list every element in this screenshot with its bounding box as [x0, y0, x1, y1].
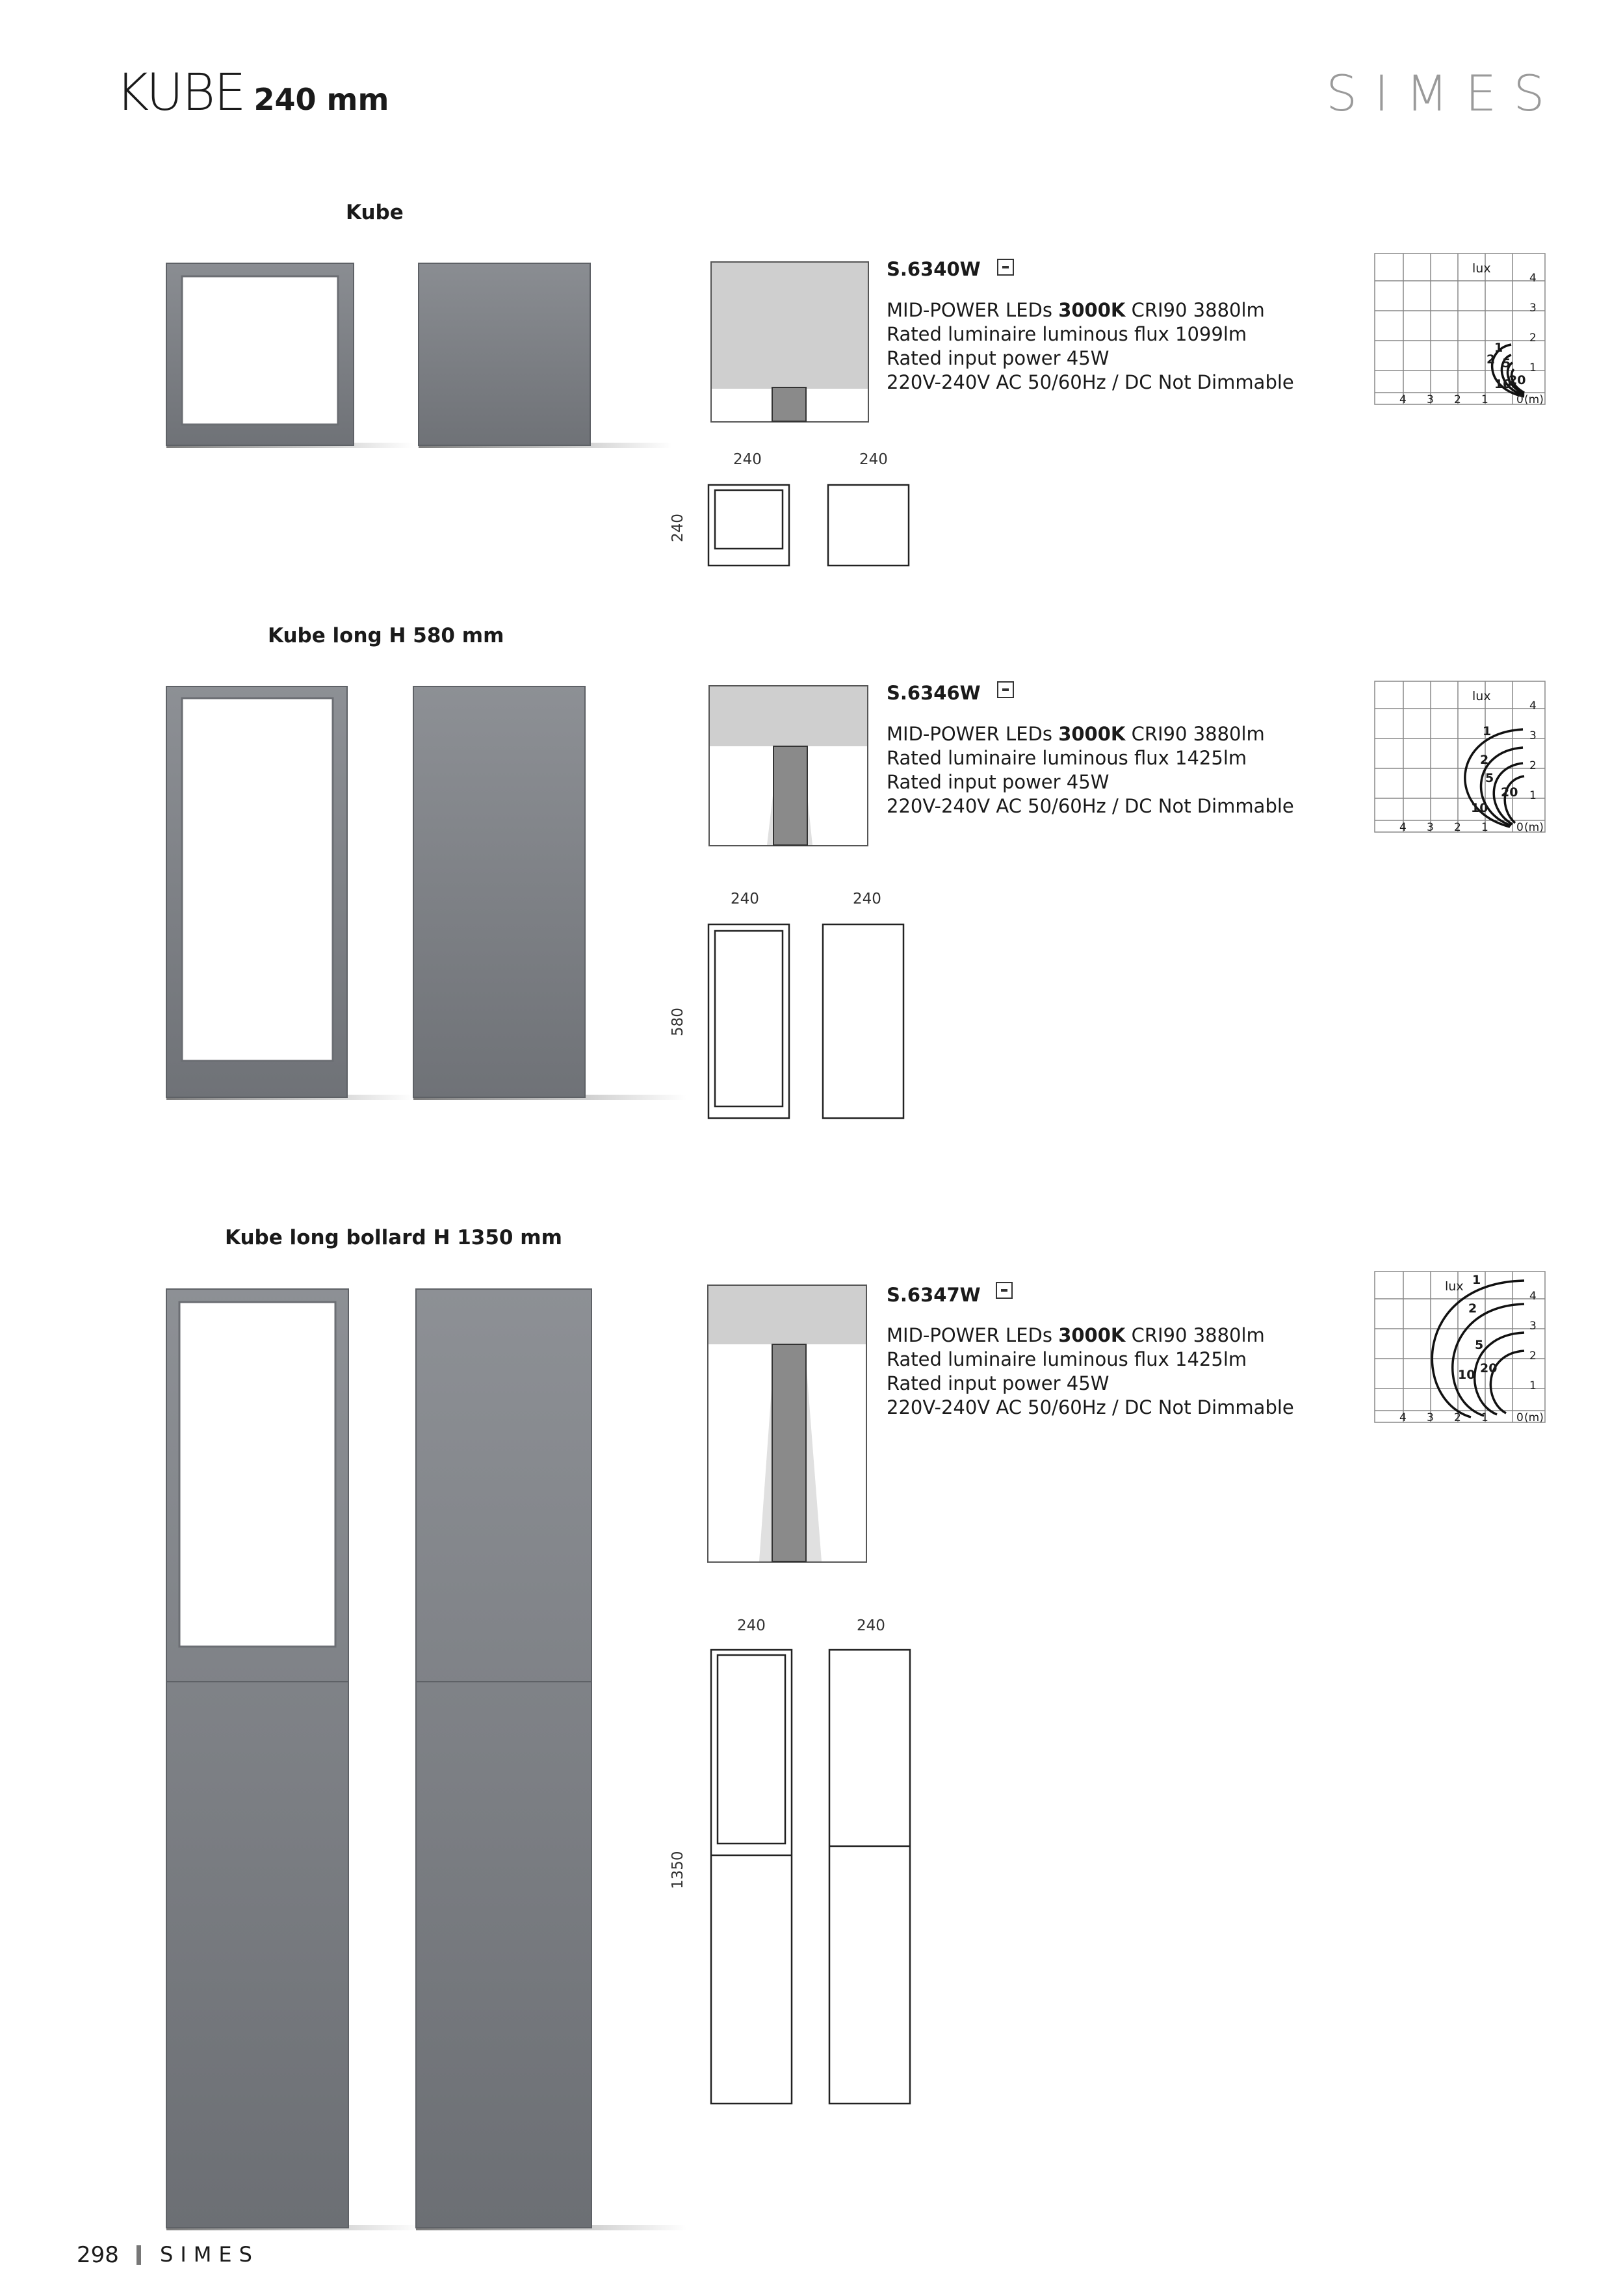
page-title: [116, 64, 389, 122]
contour-label: 2: [1480, 753, 1489, 767]
dim-depth: 240: [857, 1617, 885, 1634]
chart-unit: lux: [1472, 689, 1491, 703]
footer-brand: SIMES: [160, 2242, 259, 2267]
product-photo-kube-long: [156, 681, 689, 1110]
contour-label: 2: [1468, 1301, 1477, 1316]
dim-height: 240: [669, 514, 686, 542]
x-tick: 3: [1427, 393, 1434, 406]
contour-label: 1: [1472, 1273, 1481, 1287]
dimension-drawing-3: [708, 1647, 914, 2106]
page-number: 298: [77, 2242, 119, 2268]
x-tick: 3: [1427, 821, 1434, 834]
product-code-1: S.6340W: [887, 258, 981, 280]
light-distribution-diagram-3: [707, 1285, 867, 1563]
spec-line: Rated input power 45W: [887, 347, 1110, 369]
product-code-2: S.6346W: [887, 682, 981, 704]
y-tick: 2: [1529, 1350, 1537, 1363]
spec-line: 220V-240V AC 50/60Hz / DC Not Dimmable: [887, 795, 1294, 817]
title-main-text: KUBE: [116, 64, 245, 122]
wall-mount-icon: [997, 259, 1014, 276]
spec-line: Rated luminaire luminous flux 1425lm: [887, 1348, 1247, 1370]
contour-label: 10: [1458, 1368, 1475, 1382]
section-title-kube: Kube: [346, 201, 404, 224]
x-tick: 2: [1454, 393, 1461, 406]
contour-label: 1: [1483, 724, 1492, 738]
dimension-drawing-1: [706, 482, 914, 568]
dimension-drawing-2: [706, 922, 907, 1121]
x-tick: 0: [1516, 1411, 1524, 1424]
spec-line: Rated luminaire luminous flux 1099lm: [887, 323, 1247, 345]
y-tick: 3: [1529, 1320, 1537, 1333]
dim-width: 240: [737, 1617, 766, 1634]
x-tick: 1: [1481, 393, 1488, 406]
page-subtitle: 240 mm: [253, 82, 389, 117]
spec-line: Rated input power 45W: [887, 771, 1110, 793]
contour-label: 5: [1502, 356, 1511, 371]
y-tick: 2: [1529, 759, 1537, 772]
x-unit: (m): [1524, 821, 1544, 834]
wall-mount-icon: [997, 681, 1014, 698]
dim-width: 240: [733, 451, 762, 468]
section-title-kube-bollard: Kube long bollard H 1350 mm: [225, 1226, 562, 1249]
spec-list-1: [887, 298, 1294, 395]
x-tick: 0: [1516, 821, 1524, 834]
product-photo-kube: [156, 257, 676, 458]
y-tick: 4: [1529, 272, 1537, 285]
spec-line: 220V-240V AC 50/60Hz / DC Not Dimmable: [887, 371, 1294, 393]
x-tick: 4: [1399, 393, 1407, 406]
spec-line: 220V-240V AC 50/60Hz / DC Not Dimmable: [887, 1396, 1294, 1418]
y-tick: 2: [1529, 332, 1537, 345]
contour-label: 20: [1501, 785, 1518, 800]
chart-unit: lux: [1445, 1279, 1464, 1294]
x-tick: 4: [1399, 821, 1407, 834]
brand-logo: SIMES: [1326, 64, 1562, 122]
section-title-kube-long: Kube long H 580 mm: [268, 624, 504, 647]
footer-divider: [136, 2245, 141, 2265]
wall-mount-icon: [996, 1282, 1013, 1299]
dim-height: 580: [669, 1008, 686, 1036]
y-tick: 1: [1529, 789, 1537, 802]
y-tick: 1: [1529, 1379, 1537, 1392]
contour-label: 10: [1494, 377, 1512, 391]
spec-line: Rated luminaire luminous flux 1425lm: [887, 747, 1247, 769]
contour-label: 10: [1471, 801, 1488, 815]
x-tick: 2: [1454, 1411, 1461, 1424]
y-tick: 4: [1529, 1290, 1537, 1303]
product-photo-kube-bollard: [156, 1284, 689, 2238]
isolux-chart-2: [1373, 680, 1549, 841]
x-tick: 1: [1481, 821, 1488, 834]
spec-line: Rated input power 45W: [887, 1372, 1110, 1394]
isolux-chart-3: [1373, 1270, 1549, 1431]
spec-list-2: [887, 722, 1294, 818]
y-tick: 3: [1529, 302, 1537, 315]
product-code-3: S.6347W: [887, 1284, 981, 1306]
isolux-chart-1: [1373, 252, 1549, 413]
y-tick: 3: [1529, 729, 1537, 742]
x-tick: 3: [1427, 1411, 1434, 1424]
chart-unit: lux: [1472, 261, 1491, 276]
spec-line: MID-POWER LEDs 3000K CRI90 3880lm: [887, 299, 1265, 321]
dim-height: 1350: [669, 1851, 686, 1889]
dim-depth: 240: [853, 891, 881, 907]
x-tick: 4: [1399, 1411, 1407, 1424]
dim-depth: 240: [859, 451, 888, 468]
x-unit: (m): [1524, 393, 1544, 406]
x-tick: 0: [1516, 393, 1524, 406]
contour-label: 20: [1480, 1361, 1498, 1376]
light-distribution-diagram-1: [710, 261, 869, 423]
spec-line: MID-POWER LEDs 3000K CRI90 3880lm: [887, 1324, 1265, 1346]
x-tick: 2: [1454, 821, 1461, 834]
contour-label: 5: [1485, 771, 1494, 785]
y-tick: 1: [1529, 361, 1537, 374]
light-distribution-diagram-2: [708, 685, 868, 846]
spec-line: MID-POWER LEDs 3000K CRI90 3880lm: [887, 723, 1265, 745]
contour-label: 5: [1475, 1338, 1484, 1352]
x-unit: (m): [1524, 1411, 1544, 1424]
contour-label: 1: [1494, 341, 1503, 355]
y-tick: 4: [1529, 699, 1537, 712]
spec-list-3: [887, 1324, 1294, 1420]
contour-label: 20: [1509, 373, 1526, 387]
contour-label: 2: [1487, 352, 1496, 367]
dim-width: 240: [731, 891, 759, 907]
x-tick: 1: [1481, 1411, 1488, 1424]
